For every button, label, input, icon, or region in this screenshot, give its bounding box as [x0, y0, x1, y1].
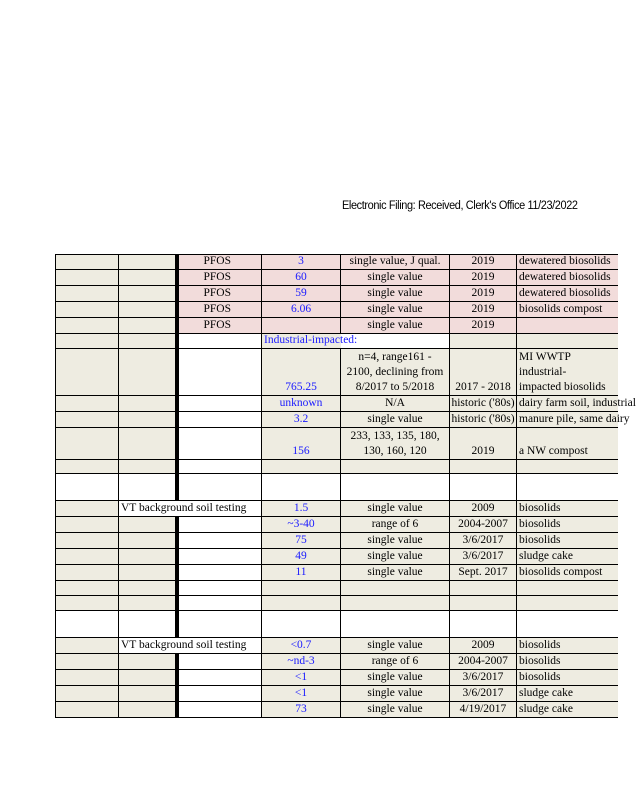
year-cell: 3/6/2017 [450, 686, 517, 701]
group-label: VT background soil testing [119, 638, 262, 653]
table-row [55, 412, 630, 428]
year-cell: 3/6/2017 [450, 533, 517, 548]
description-cell: N/A [341, 396, 450, 411]
value-cell: 6.06 [262, 302, 341, 317]
year-cell: 2019 [450, 318, 517, 333]
matrix-cell: biosolids [517, 517, 618, 532]
matrix-cell: MI WWTP industrial- impacted biosolids [517, 349, 618, 395]
value-cell: 156 [262, 428, 341, 459]
description-cell: single value [341, 501, 450, 516]
description-cell: single value [341, 549, 450, 564]
matrix-cell: sludge cake [517, 549, 618, 564]
year-cell: 4/19/2017 [450, 702, 517, 717]
matrix-cell: biosolids compost [517, 565, 618, 580]
matrix-cell: dewatered biosolids [517, 270, 618, 285]
table-row [55, 549, 618, 565]
table-row [55, 702, 618, 718]
value-cell: <1 [262, 686, 341, 701]
description-cell: single value [341, 670, 450, 685]
year-cell: 2019 [450, 255, 517, 269]
table-row [55, 270, 618, 286]
year-cell: 2019 [450, 302, 517, 317]
description-cell: single value [341, 702, 450, 717]
value-cell: unknown [262, 396, 341, 411]
year-cell: 2019 [450, 270, 517, 285]
value-cell: 49 [262, 549, 341, 564]
year-cell: 2009 [450, 638, 517, 653]
section-header: Industrial-impacted: [264, 334, 358, 346]
description-cell: n=4, range161 - 2100, declining from 8/2017 to 5/2018 [341, 349, 450, 395]
group-label: VT background soil testing [119, 501, 262, 516]
table-row [55, 428, 618, 460]
table-row [55, 596, 618, 611]
matrix-cell: sludge cake [517, 686, 618, 701]
matrix-cell: sludge cake [517, 702, 618, 717]
year-cell: 2017 - 2018 [450, 349, 517, 395]
description-cell: single value [341, 565, 450, 580]
table-row [55, 474, 618, 501]
matrix-cell: manure pile, same dairy [519, 413, 630, 425]
year-cell: 3/6/2017 [450, 549, 517, 564]
table-row [55, 396, 636, 412]
year-cell: 2019 [450, 286, 517, 301]
parameter-cell: PFOS [203, 287, 231, 299]
matrix-cell: a NW compost [517, 428, 618, 459]
year-cell: 3/6/2017 [450, 670, 517, 685]
value-cell: 765.25 [262, 349, 341, 395]
table-row [55, 286, 618, 302]
matrix-cell: dairy farm soil, industrial [519, 397, 636, 409]
description-cell: single value [341, 686, 450, 701]
table-row [55, 565, 618, 581]
year-cell: 2019 [450, 428, 517, 459]
electronic-filing-stamp: Electronic Filing: Received, Clerk's Office 11/23/2022 [342, 200, 578, 212]
year-cell: 2009 [450, 501, 517, 516]
matrix-cell: biosolids [517, 638, 618, 653]
description-cell: range of 6 [341, 654, 450, 669]
table-row [55, 334, 618, 349]
year-cell: historic ('80s) [450, 412, 517, 427]
description-cell: single value [341, 318, 450, 333]
matrix-cell: dewatered biosolids [517, 255, 618, 269]
parameter-cell: PFOS [203, 319, 231, 331]
data-table [55, 254, 636, 718]
table-row [55, 501, 618, 517]
description-cell: 233, 133, 135, 180, 130, 160, 120 [341, 428, 450, 459]
value-cell: 60 [262, 270, 341, 285]
description-cell: single value, J qual. [341, 255, 450, 269]
matrix-cell: biosolids [517, 533, 618, 548]
table-row [55, 638, 618, 654]
year-cell: Sept. 2017 [450, 565, 517, 580]
table-row [55, 460, 618, 474]
value-cell: 3.2 [262, 412, 341, 427]
year-cell: 2004-2007 [450, 517, 517, 532]
description-cell: single value [341, 533, 450, 548]
table-row [55, 581, 618, 596]
parameter-cell: PFOS [203, 271, 231, 283]
value-cell: ~nd-3 [262, 654, 341, 669]
value-cell: ~3-40 [262, 517, 341, 532]
table-row [55, 302, 618, 318]
table-row [55, 654, 618, 670]
table-row [55, 533, 618, 549]
year-cell: 2004-2007 [450, 654, 517, 669]
description-cell: range of 6 [341, 517, 450, 532]
matrix-cell [517, 318, 618, 333]
matrix-cell: biosolids [517, 670, 618, 685]
value-cell: 59 [262, 286, 341, 301]
value-cell: 11 [262, 565, 341, 580]
year-cell: historic ('80s) [450, 396, 517, 411]
description-cell: single value [341, 412, 450, 427]
table-row [55, 517, 618, 533]
table-row [55, 254, 618, 270]
table-row [55, 670, 618, 686]
matrix-cell: biosolids [517, 501, 618, 516]
description-cell: single value [341, 270, 450, 285]
description-cell: single value [341, 302, 450, 317]
parameter-cell: PFOS [203, 303, 231, 315]
value-cell: <1 [262, 670, 341, 685]
value-cell [262, 318, 341, 333]
description-cell: single value [341, 286, 450, 301]
table-row [55, 349, 618, 396]
table-row [55, 611, 618, 638]
value-cell: 1.5 [262, 501, 341, 516]
value-cell: 75 [262, 533, 341, 548]
table-row [55, 318, 618, 334]
description-cell: single value [341, 638, 450, 653]
value-cell: 73 [262, 702, 341, 717]
table-row [55, 686, 618, 702]
value-cell: <0.7 [262, 638, 341, 653]
value-cell: 3 [262, 255, 341, 269]
matrix-cell: biosolids [517, 654, 618, 669]
matrix-cell: biosolids compost [517, 302, 618, 317]
matrix-cell: dewatered biosolids [517, 286, 618, 301]
parameter-cell: PFOS [203, 255, 231, 267]
